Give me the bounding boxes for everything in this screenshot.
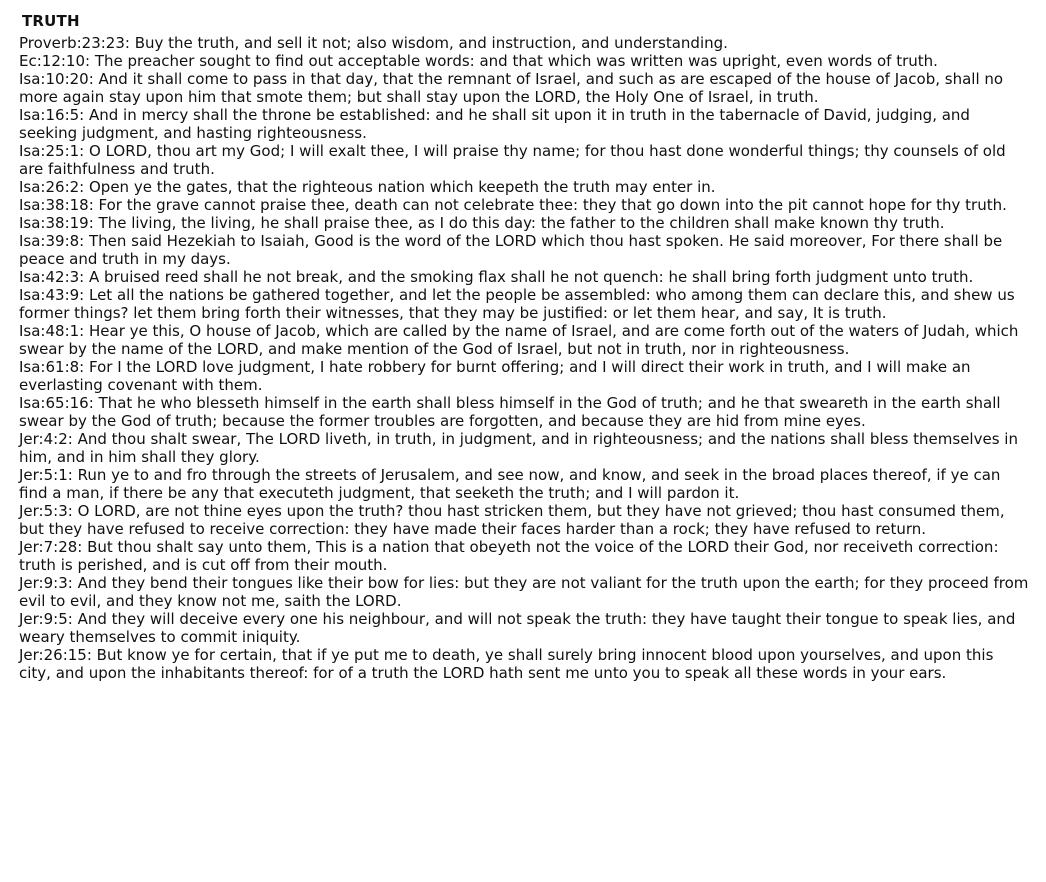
verse-item: Proverb:23:23: Buy the truth, and sell it not; also wisdom, and instruction, and understanding. bbox=[19, 34, 728, 52]
verse-item: Isa:39:8: Then said Hezekiah to Isaiah, Good is the word of the LORD which thou hast spoken. He said moreover, For there shall be peace and truth in my days. bbox=[19, 232, 1003, 268]
verse-list bbox=[19, 34, 1029, 682]
verse-item: Isa:43:9: Let all the nations be gathered together, and let the people be assembled: who among them can declare this, and shew us former things? let them bring forth their witnesses, that they may be justified: or let them hear, and say, It is truth. bbox=[19, 286, 1015, 322]
verse-item: Jer:26:15: But know ye for certain, that if ye put me to death, ye shall surely bring innocent blood upon yourselves, and upon this city, and upon the inhabitants thereof: for of a truth the LORD hath sent me unto you to speak all these words in your ears. bbox=[19, 646, 994, 682]
verse-item: Isa:65:16: That he who blesseth himself in the earth shall bless himself in the God of truth; and he that sweareth in the earth shall swear by the God of truth; because the former troubles are forgotten, and because they are hid from mine eyes. bbox=[19, 394, 1001, 430]
verse-item: Isa:48:1: Hear ye this, O house of Jacob, which are called by the name of Israel, and are come forth out of the waters of Judah, which swear by the name of the LORD, and make mention of the God of Israel, but not in truth, nor in righteousness. bbox=[19, 322, 1019, 358]
verse-item: Isa:25:1: O LORD, thou art my God; I will exalt thee, I will praise thy name; for thou hast done wonderful things; thy counsels of old are faithfulness and truth. bbox=[19, 142, 1006, 178]
verse-item: Isa:42:3: A bruised reed shall he not break, and the smoking flax shall he not quench: he shall bring forth judgment unto truth. bbox=[19, 268, 974, 286]
verse-item: Isa:26:2: Open ye the gates, that the righteous nation which keepeth the truth may enter in. bbox=[19, 178, 716, 196]
document-page bbox=[19, 12, 1029, 682]
page-title: TRUTH bbox=[22, 12, 80, 30]
verse-item: Jer:5:1: Run ye to and fro through the streets of Jerusalem, and see now, and know, and seek in the broad places thereof, if ye can find a man, if there be any that executeth judgment, that seeketh the truth; and I will pardon it. bbox=[19, 466, 1001, 502]
verse-item: Jer:5:3: O LORD, are not thine eyes upon the truth? thou hast stricken them, but they have not grieved; thou hast consumed them, but they have refused to receive correction: they have made their faces harder than a rock; they have refused to return. bbox=[19, 502, 1005, 538]
verse-item: Jer:9:5: And they will deceive every one his neighbour, and will not speak the truth: they have taught their tongue to speak lies, and weary themselves to commit iniquity. bbox=[19, 610, 1016, 646]
verse-item: Jer:4:2: And thou shalt swear, The LORD liveth, in truth, in judgment, and in righteousness; and the nations shall bless themselves in him, and in him shall they glory. bbox=[19, 430, 1018, 466]
verse-item: Isa:38:18: For the grave cannot praise thee, death can not celebrate thee: they that go down into the pit cannot hope for thy truth. bbox=[19, 196, 1007, 214]
verse-item: Isa:10:20: And it shall come to pass in that day, that the remnant of Israel, and such as are escaped of the house of Jacob, shall no more again stay upon him that smote them; but shall stay upon the LORD, the Holy One of Israel, in truth. bbox=[19, 70, 1004, 106]
verse-item: Isa:61:8: For I the LORD love judgment, I hate robbery for burnt offering; and I will direct their work in truth, and I will make an everlasting covenant with them. bbox=[19, 358, 971, 394]
verse-item: Isa:38:19: The living, the living, he shall praise thee, as I do this day: the father to the children shall make known thy truth. bbox=[19, 214, 945, 232]
verse-item: Isa:16:5: And in mercy shall the throne be established: and he shall sit upon it in truth in the tabernacle of David, judging, and seeking judgment, and hasting righteousness. bbox=[19, 106, 970, 142]
verse-item: Jer:7:28: But thou shalt say unto them, This is a nation that obeyeth not the voice of the LORD their God, nor receiveth correction: truth is perished, and is cut off from their mouth. bbox=[19, 538, 999, 574]
verse-item: Ec:12:10: The preacher sought to find out acceptable words: and that which was written was upright, even words of truth. bbox=[19, 52, 938, 70]
verse-item: Jer:9:3: And they bend their tongues like their bow for lies: but they are not valiant for the truth upon the earth; for they proceed from evil to evil, and they know not me, saith the LORD. bbox=[19, 574, 1029, 610]
